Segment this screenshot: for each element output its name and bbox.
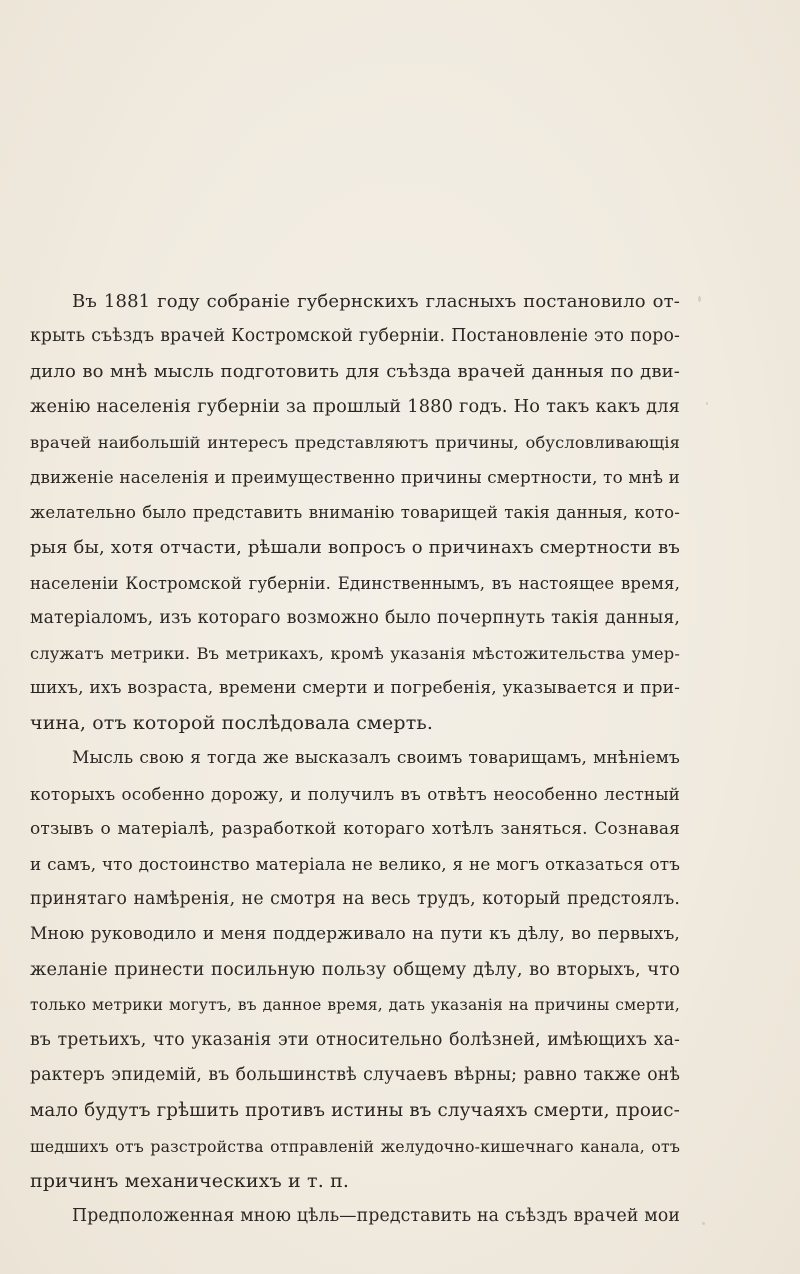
- text-line: причинъ механическихъ и т. п.: [30, 1169, 350, 1192]
- text-line: только метрики могутъ, въ данное время, дать указанія на причины смерти,: [30, 995, 680, 1014]
- text-line: Предположенная мною цѣль—представить на съѣздъ врачей мои: [72, 1205, 680, 1226]
- scan-speck: [706, 402, 708, 405]
- text-line: Мысль свою я тогда же высказалъ своимъ товарищамъ, мнѣніемъ: [72, 748, 680, 769]
- text-line: рактеръ эпидемій, въ большинствѣ случаевъ вѣрны; равно также онѣ: [30, 1065, 680, 1086]
- text-line: дило во мнѣ мысль подготовить для съѣзда врачей данныя по дви-: [30, 361, 680, 383]
- text-line: движеніе населенія и преимущественно причины смертности, то мнѣ и: [30, 466, 680, 487]
- scan-speck: [702, 1222, 705, 1225]
- scan-speck: [698, 296, 701, 302]
- body-text: [30, 284, 680, 1234]
- text-line: и самъ, что достоинство матеріала не велико, я не могъ отказаться отъ: [30, 854, 680, 874]
- text-line: рыя бы, хотя отчасти, рѣшали вопросъ о причинахъ смертности въ: [30, 537, 680, 559]
- text-line: желательно было представить вниманію товарищей такія данныя, кото-: [30, 503, 680, 523]
- text-line: Мною руководило и меня поддерживало на пути къ дѣлу, во первыхъ,: [30, 924, 680, 945]
- text-line: шихъ, ихъ возраста, времени смерти и погребенія, указывается и при-: [30, 678, 680, 699]
- text-line: женію населенія губерніи за прошлый 1880 годъ. Но такъ какъ для: [30, 396, 680, 417]
- text-line: въ третьихъ, что указанія эти относительно болѣзней, имѣющихъ ха-: [30, 1029, 680, 1050]
- text-line: крыть съѣздъ врачей Костромской губерніи. Постановленіе это поро-: [30, 326, 680, 347]
- text-line: Въ 1881 году собраніе губернскихъ гласныхъ постановило от-: [72, 291, 680, 312]
- text-line: отзывъ о матеріалѣ, разработкой котораго хотѣлъ заняться. Сознавая: [30, 818, 680, 839]
- text-line: которыхъ особенно дорожу, и получилъ въ отвѣтъ неособенно лестный: [30, 783, 680, 804]
- text-line: принятаго намѣренія, не смотря на весь трудъ, который предстоялъ.: [30, 889, 680, 910]
- text-line: матеріаломъ, изъ котораго возможно было почерпнуть такія данныя,: [30, 607, 680, 628]
- text-line: шедшихъ отъ разстройства отправленій желудочно-кишечнаго канала, отъ: [30, 1136, 680, 1156]
- text-line: мало будутъ грѣшить противъ истины въ случаяхъ смерти, проис-: [30, 1100, 680, 1122]
- text-line: врачей наибольшій интересъ представляютъ причины, обусловливающія: [30, 432, 680, 452]
- text-line: служатъ метрики. Въ метрикахъ, кромѣ указанія мѣстожительства умер-: [30, 643, 680, 663]
- text-line: населеніи Костромской губерніи. Единственнымъ, въ настоящее время,: [30, 573, 680, 593]
- text-line: желаніе принести посильную пользу общему дѣлу, во вторыхъ, что: [30, 959, 680, 980]
- text-line: чина, отъ которой послѣдовала смерть.: [30, 712, 434, 735]
